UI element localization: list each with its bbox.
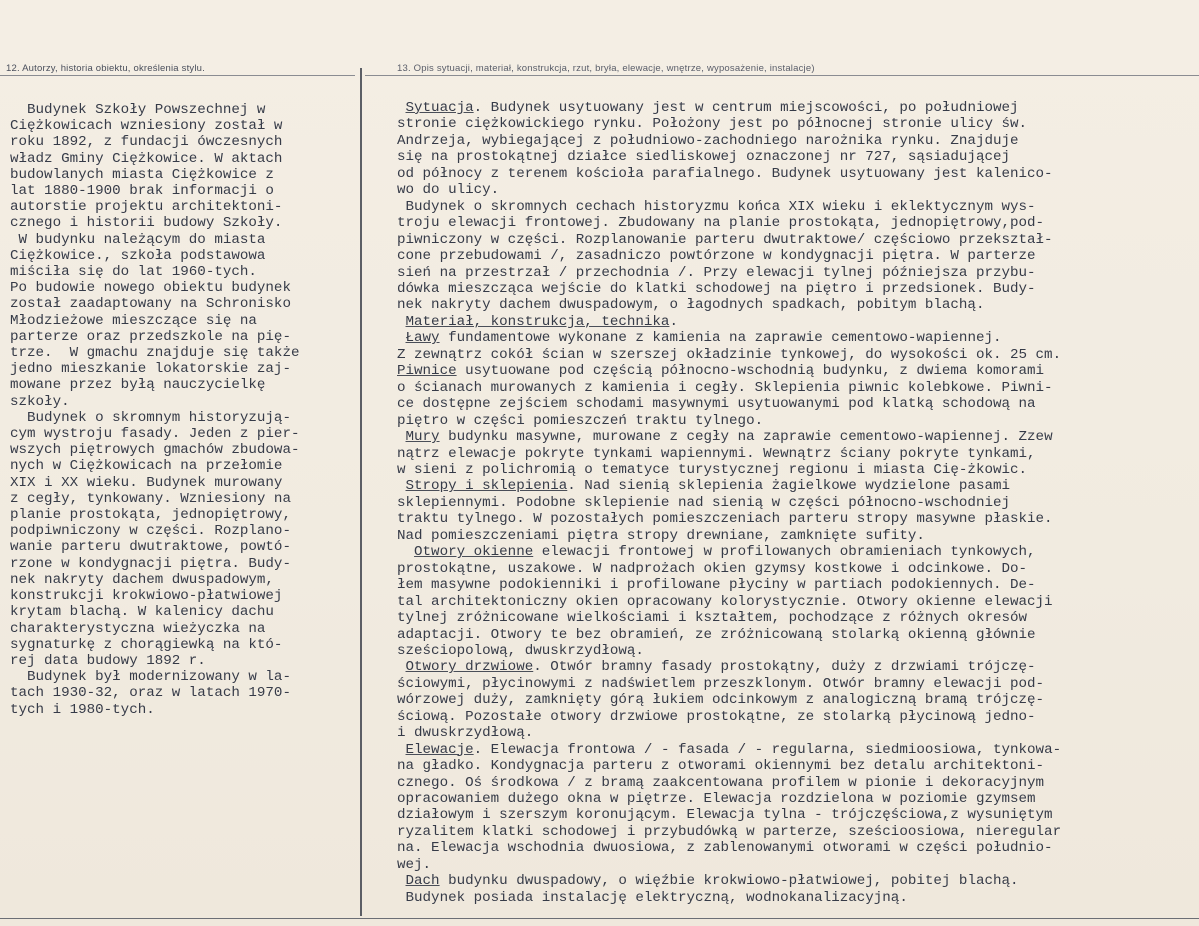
section-13-header: 13. Opis sytuacji, materiał, konstrukcja, rzut, bryła, elewacje, wnętrze, wyposażenie, instalacje)	[397, 63, 815, 74]
text-line: XIX i XX wieku. Budynek murowany	[10, 474, 283, 491]
text-line: prostokątne, uszakowe. W nadprożach okien gzymsy kostkowe i odcinkowe. Do-	[397, 560, 1028, 577]
text-line: tach 1930-32, oraz w latach 1970-	[10, 685, 291, 702]
header-rule-left	[0, 75, 355, 76]
text-line: wo do ulicy.	[397, 182, 500, 199]
text-line: nątrz elewacje pokryte tynkami wapiennymi. Wewnątrz ściany pokryte tynkami,	[397, 445, 1036, 462]
text-line: Budynek posiada instalację elektryczną, wodnokanalizacyjną.	[397, 889, 908, 906]
text-line: Materiał, konstrukcja, technika.	[405, 313, 678, 330]
text-line: sień na przestrzał / przechodnia /. Przy elewacji tylnej późniejsza przybu-	[397, 264, 1036, 281]
text-line: charakterystyczna wieżyczka na	[10, 620, 266, 637]
text-line: nek nakryty dachem dwuspadowym,	[10, 571, 274, 588]
text-line: tych i 1980-tych.	[10, 701, 155, 718]
text-line: Dach budynku dwuspadowy, o więźbie krokwiowo-płatwiowej, pobitej blachą.	[405, 873, 1019, 890]
text-line: planie prostokąta, jednopiętrowy,	[10, 507, 291, 524]
text-line: wórzowej duży, zamknięty górą łukiem odcinkowym z analogiczną bramą trójczę-	[397, 692, 1045, 709]
text-line: roku 1892, z fundacji ówczesnych	[10, 134, 283, 151]
text-line: Ławy fundamentowe wykonane z kamienia na zaprawie cementowo-wapiennej.	[405, 330, 1002, 347]
text-line: sygnaturkę z chorągiewką na któ-	[10, 636, 283, 653]
text-line: stronie ciężkowickiego rynku. Położony jest po północnej stronie ulicy św.	[397, 116, 1028, 133]
text-line: szkoły.	[10, 393, 70, 410]
text-line: ce dostępne zejściem schodami masywnymi usytuowanymi pod klatką schodową na	[397, 396, 1036, 413]
text-line: się na prostokątnej działce siedliskowej oznaczonej nr 727, sąsiadującej	[397, 149, 1010, 166]
text-line: z cegły, tynkowany. Wzniesiony na	[10, 490, 291, 507]
text-line: Budynek był modernizowany w la-	[10, 669, 291, 686]
text-line: traktu tylnego. W pozostałych pomieszczeniach parteru stropy masywne płaskie.	[397, 511, 1053, 528]
text-line: budowlanych miasta Ciężkowice z	[10, 166, 274, 183]
text-line: tal architektoniczny okien opracowany kolorystycznie. Otwory okienne elewacji	[397, 593, 1053, 610]
text-line: działowym i szerszym koronującym. Elewacja tylna - trójczęściowa,z wysuniętym	[397, 807, 1053, 824]
text-line: od północy z terenem kościoła parafialnego. Budynek usytuowany jest kalenico-	[397, 165, 1053, 182]
text-line: wanie parteru dwutraktowe, powtó-	[10, 539, 291, 556]
text-line: Po budowie nowego obiektu budynek	[10, 280, 291, 297]
text-line: mowane przez byłą nauczycielkę	[10, 377, 266, 394]
text-line: parterze oraz przedszkole na pię-	[10, 328, 291, 345]
text-line: Otwory drzwiowe. Otwór bramny fasady prostokątny, duży z drzwiami trójczę-	[405, 659, 1036, 676]
text-line: i dwuskrzydłową.	[397, 725, 534, 742]
text-line: cym wystroju fasady. Jeden z pier-	[10, 426, 300, 443]
text-line: Otwory okienne elewacji frontowej w profilowanych obramieniach tynkowych,	[414, 544, 1036, 561]
text-line: na. Elewacja wschodnia dwuosiowa, z zablenowanymi otworami w części południo-	[397, 840, 1053, 857]
text-line: Budynek o skromnym historyzują-	[10, 409, 291, 426]
text-line: trze. W gmachu znajduje się także	[10, 345, 300, 362]
section-12-header: 12. Autorzy, historia obiektu, określenia stylu.	[6, 63, 205, 74]
text-line: piwniczony w części. Rozplanowanie parteru dwutraktowe/ częściowo przekształ-	[397, 231, 1053, 248]
text-line: w sieni z polichromią o tematyce turystycznej regionu i miasta Cię-żkowic.	[397, 461, 1028, 478]
bottom-rule	[0, 918, 1199, 919]
text-line: rej data budowy 1892 r.	[10, 652, 206, 669]
text-line: rzone w kondygnacji piętra. Budy-	[10, 555, 291, 572]
text-line: na gładko. Kondygnacja parteru z otworami okiennymi bez detalu architektoni-	[397, 758, 1045, 775]
text-line: Młodzieżowe mieszczące się na	[10, 312, 257, 329]
text-line: został zaadaptowany na Schronisko	[10, 296, 291, 313]
text-line: krytam blachą. W kalenicy dachu	[10, 604, 274, 621]
text-line: Ciężkowicach wzniesiony został w	[10, 118, 283, 135]
text-line: troju elewacji frontowej. Zbudowany na planie prostokąta, jednopiętrowy,pod-	[397, 215, 1045, 232]
text-line: ściowymi, płycinowymi z nadświetlem przeszklonym. Otwór bramny elewacji pod-	[397, 675, 1045, 692]
text-line: wszych piętrowych gmachów zbudowa-	[10, 442, 300, 459]
text-line: podpiwniczony w części. Rozplano-	[10, 523, 291, 540]
text-line: konstrukcji krokwiowo-płatwiowej	[10, 588, 283, 605]
text-line: ściową. Pozostałe otwory drzwiowe prostokątne, ze stolarką płycinową jedno-	[397, 708, 1036, 725]
column-divider	[360, 68, 362, 916]
description-text	[397, 100, 1061, 906]
text-line: nek nakryty dachem dwuspadowym, o łagodnych spadkach, pobitym blachą.	[397, 297, 985, 314]
text-line: Stropy i sklepienia. Nad sienią sklepienia żagielkowe wydzielone pasami	[405, 478, 1011, 495]
text-line: Sytuacja. Budynek usytuowany jest w centrum miejscowości, po południowej	[405, 100, 1019, 116]
text-line: łem masywne podokienniki i profilowane płyciny w partiach podokiennych. De-	[397, 577, 1036, 594]
text-line: piętro w części pomieszczeń traktu tylnego.	[397, 412, 764, 429]
text-line: cznego. Oś środkowa / z bramą zaakcentowana profilem w pionie i dekoracyjnym	[397, 774, 1045, 791]
authors-history-text	[10, 102, 299, 718]
text-line: o ścianach murowanych z kamienia i cegły. Sklepienia piwnic kolebkowe. Piwni-	[397, 379, 1053, 396]
text-line: opracowaniem dużego okna w piętrze. Elewacja rozdzielona w poziomie gzymsem	[397, 791, 1036, 808]
text-line: sześciopolową, dwuskrzydłową.	[397, 642, 644, 659]
text-line: adaptacji. Otwory te bez obramień, ze zróżnicowaną stolarką okienną głównie	[397, 626, 1036, 643]
text-line: Budynek o skromnych cechach historyzmu końca XIX wieku i eklektycznym wys-	[397, 198, 1036, 215]
text-line: Piwnice usytuowane pod częścią północno-wschodnią budynku, z dwiema komorami	[397, 363, 1045, 380]
text-line: ryzalitem klatki schodowej i przybudówką w parterze, sześcioosiowa, nieregular	[397, 823, 1062, 840]
text-line: nych w Ciężkowicach na przełomie	[10, 458, 283, 475]
text-line: Elewacje. Elewacja frontowa / - fasada / - regularna, siedmioosiowa, tynkowa-	[405, 741, 1062, 758]
text-line: Z zewnątrz cokół ścian w szerszej okładzinie tynkowej, do wysokości ok. 25 cm.	[397, 346, 1062, 363]
text-line: Mury budynku masywne, murowane z cegły na zaprawie cementowo-wapiennej. Zzew	[405, 429, 1053, 446]
text-line: Andrzeja, wybiegającej z południowo-zachodniego narożnika rynku. Znajduje	[397, 132, 1019, 149]
text-line: cone przebudowami /, zasadniczo powtórzone w kondygnacji piętra. W parterze	[397, 248, 1036, 265]
text-line: Ciężkowice., szkoła podstawowa	[10, 247, 266, 264]
text-line: dówka mieszcząca wejście do klatki schodowej na piętro i przedsionek. Budy-	[397, 280, 1036, 297]
text-line: tylnej zróżnicowane wielkościami i kształtem, pochodzące z różnych okresów	[397, 610, 1028, 627]
header-rule-right	[365, 75, 1199, 76]
text-line: miściła się do lat 1960-tych.	[10, 264, 257, 281]
text-line: Nad pomieszczeniami piętra stropy drewniane, zamknięte sufity.	[397, 527, 925, 544]
text-line: wej.	[397, 856, 432, 873]
text-line: lat 1880-1900 brak informacji o	[10, 183, 274, 200]
text-line: jedno mieszkanie lokatorskie zaj-	[10, 361, 291, 378]
text-line: W budynku należącym do miasta	[10, 231, 266, 248]
text-line: władz Gminy Ciężkowice. W aktach	[10, 150, 283, 167]
text-line: cznego i historii budowy Szkoły.	[10, 215, 283, 232]
text-line: Budynek Szkoły Powszechnej w	[10, 102, 266, 118]
text-line: sklepiennymi. Podobne sklepienie nad sienią w części północno-wschodniej	[397, 494, 1010, 511]
text-line: autorstie projektu architektoni-	[10, 199, 283, 216]
